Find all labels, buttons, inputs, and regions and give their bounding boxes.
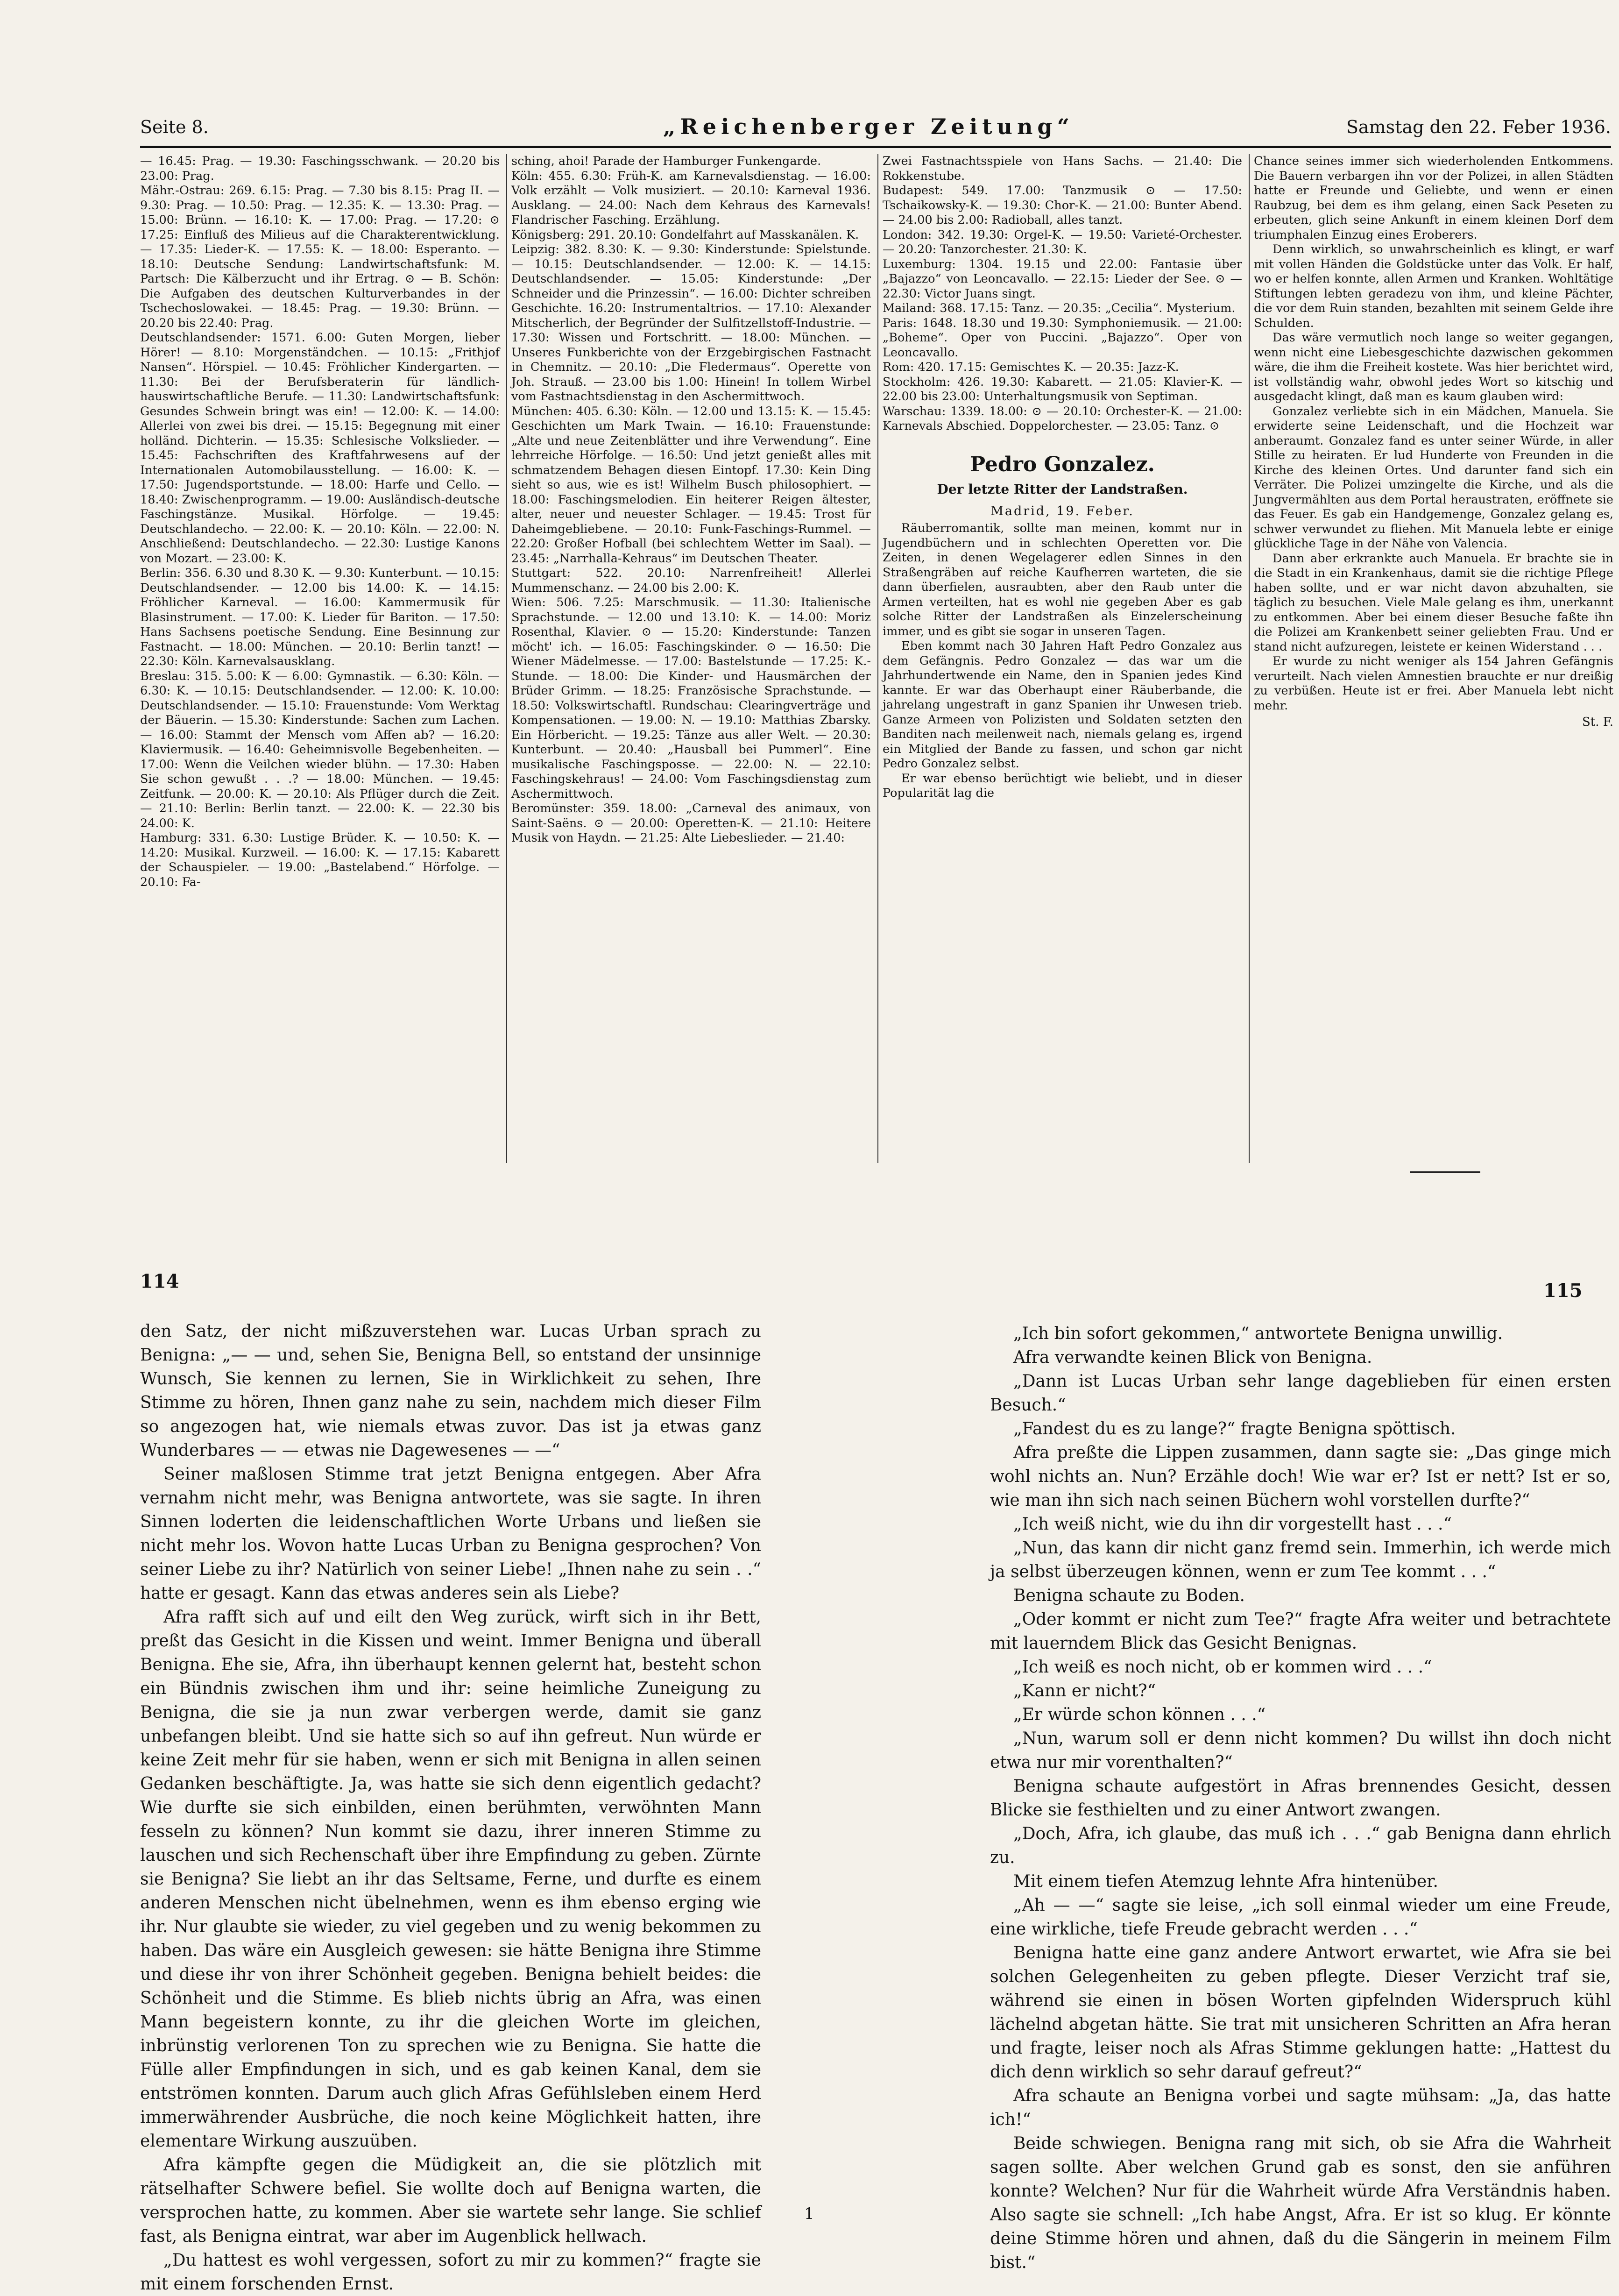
radio-listing-column-2 <box>511 154 871 1163</box>
book-page-number-left: 114 <box>140 1270 179 1292</box>
header-rule <box>140 146 1611 148</box>
novel-paragraph: Afra rafft sich auf und eilt den Weg zurück, wirft sich in ihr Bett, preßt das Gesicht in die Kissen und weint. Immer Benigna und überall Benigna. Ehe sie, Afra, ihn überhaupt kennen gelernt hat, besteht schon ein Bündnis zwischen ihm und ihr: seine heimliche Zuneigung zu Benigna, die sie ja nun zwar verbergen werde, damit sie ganz unbefangen bleibt. Und sie hatte sich so auf ihn gefreut. Nun würde er keine Zeit mehr für sie haben, wenn er sich mit Benigna in allen seinen Gedanken beschäftigte. Ja, was hatte sie sich denn eigentlich gedacht? Wie durfte sie sich einbilden, einen berühmten, verwöhnten Mann fesseln zu können? Nun kommt sie dazu, ihrer inneren Stimme zu lauschen und sich Rechenschaft über ihre Empfindung zu geben. Zürnte sie Benigna? Sie liebt an ihr das Seltsame, Ferne, und durfte es einem anderen Menschen nicht übelnehmen, wenn es ihm ebenso erging wie ihr. Nur glaubte sie wieder, zu viel gegeben und zu wenig bekommen zu haben. Das wäre ein Ausgleich gewesen: sie hätte Benigna ihre Stimme und diese ihr von ihrer Schönheit gegeben. Benigna behielt beides: die Schönheit und die Stimme. Es blieb nichts übrig an Afra, was einen Mann begeistern konnte, zu ihr die gleichen Worte im gleichen, inbrünstig verlorenen Ton zu sprechen wie zu Benigna. Sie hatte die Fülle aller Empfindungen in sich, und es gab keinen Kanal, dem sie entströmen konnten. Darum auch glich Afras Gefühlsleben einem Herd immerwährender Ausbrüche, die noch keine Möglichkeit hatten, ihre elementare Wirkung auszuüben. <box>140 1608 761 2151</box>
listing-entry: Budapest: 549. 17.00: Tanzmusik ⊙ — 17.50: Tschaikowsky-K. — 19.30: Chor-K. — 21.00: Bunter Abend. — 24.00 bis 2.00: Radioball, alles tanzt. <box>883 184 1242 227</box>
article-paragraph: Gonzalez verliebte sich in ein Mädchen, Manuela. Sie erwiderte seine Leidenschaft, und die Hochzeit war anberaumt. Gonzalez fand es unter seiner Würde, in aller Stille zu heiraten. Er lud Hunderte von Freunden in die Kirche des kleinen Ortes. Und darunter fand sich ein Verräter. Die Polizei umzingelte die Kirche, und als die Jungvermählten aus dem Portal heraustraten, eröffnete sie das Feuer. Es gab ein Handgemenge, Gonzalez gelang es, schwer verwundet zu fliehen. Mit Manuela lebte er einige glückliche Tage in der Nähe von Valencia. <box>1254 404 1613 551</box>
novel-paragraph: „Ich bin sofort gekommen,“ antwortete Benigna unwillig. <box>1013 1324 1503 1343</box>
listing-entry: Stuttgart: 522. 20.10: Narrenfreiheit! Allerlei Mummenschanz. — 24.00 bis 2.00: K. <box>511 566 871 595</box>
article-headline: Pedro Gonzalez. <box>970 452 1155 476</box>
book-page-number-right: 115 <box>1543 1280 1583 1302</box>
article-paragraph: Chance seines immer sich wiederholenden Entkommens. Die Bauern verbargen ihn vor der Polizei, in allen Städten hatte er Freunde und Geliebte, und wenn er einen Raubzug, bei dem es ihm gelang, einen Sack Peseten zu erbeuten, glich seine Ankunft in einem kleinen Dorf dem triumphalen Einzug eines Eroberers. <box>1254 154 1613 242</box>
listing-entry: Breslau: 315. 5.00: K — 6.00: Gymnastik. — 6.30: Köln. — 6.30: K. — 10.15: Deutschlandsender. — 12.00: K. 10.00: Deutschlandsender. — 15.10: Frauenstunde: Vom Werktag der Bäuerin. — 15.30: Kinderstunde: Sachen zum Lachen. — 16.00: Stammt der Mensch vom Affen ab? — 16.20: Klaviermusik. — 16.40: Geheimnisvolle Begebenheiten. — 17.00: Wenn die Veilchen wieder blühn. — 17.30: Haben Sie schon gewußt . . .? — 18.00: München. — 19.45: Zeitfunk. — 20.00: K. — 20.10: Als Pflüger durch die Zeit. — 21.10: Berlin: Berlin tanzt. — 22.00: K. — 22.30 bis 24.00: K. <box>140 669 500 830</box>
listing-entry: Stockholm: 426. 19.30: Kabarett. — 21.05: Klavier-K. — 22.00 bis 23.00: Unterhaltungsmusik von Septiman. <box>883 375 1242 404</box>
article-subheadline: Der letzte Ritter der Landstraßen. <box>937 481 1188 497</box>
article-paragraph: Das wäre vermutlich noch lange so weiter gegangen, wenn nicht eine Liebesgeschichte dazwischen gekommen wäre, die ihm die Freiheit kostete. Was hier berichtet wird, ist vollständig wahr, obwohl jedes Wort so kitschig und ausgedacht klingt, daß man es kaum glauben wird: <box>1254 331 1613 404</box>
listing-entry: Luxemburg: 1304. 19.15 und 22.00: Fantasie über „Bajazzo“ von Leoncavallo. — 22.15: Lieder der See. ⊙ — 22.30: Victor Juans singt. <box>883 257 1242 301</box>
listing-entry: München: 405. 6.30: Köln. — 12.00 und 13.15: K. — 15.45: Geschichten um Mark Twain. — 16.10: Frauenstunde: „Alte und neue Zeitenblätter und ihre Verwendung“. Eine lehrreiche Hörfolge. — 16.50: Und jetzt genießt alles mit schmatzendem Behagen diesen Eintopf. 17.30: Kein Ding sieht so aus, wie es ist! Wilhelm Busch philosophiert. — 18.00: Faschingsmelodien. Ein heiterer Reigen ältester, alter, neuer und neuester Schlager. — 19.45: Trost für Daheimgebliebene. — 20.10: Funk-Faschings-Rummel. — 22.20: Großer Hofball (bei schlechtem Wetter im Saal). — 23.45: „Narrhalla-Kehraus“ im Deutschen Theater. <box>511 404 871 566</box>
listing-entry: Paris: 1648. 18.30 und 19.30: Symphoniemusik. — 21.00: „Boheme“. Oper von Puccini. „Bajazzo“. Oper von Leoncavallo. <box>883 316 1242 360</box>
novel-paragraph: Benigna schaute zu Boden. <box>1013 1586 1245 1605</box>
novel-paragraph: „Nun, das kann dir nicht ganz fremd sein. Immerhin, ich werde mich ja selbst überzeugen können, wenn er zum Tee kommt . . .“ <box>990 1538 1611 1581</box>
radio-listing-column-1 <box>140 154 500 1163</box>
novel-paragraph: Mit einem tiefen Atemzug lehnte Afra hintenüber. <box>1013 1872 1438 1891</box>
novel-paragraph: „Oder kommt er nicht zum Tee?“ fragte Afra weiter und betrachtete mit lauerndem Blick das Gesicht Benignas. <box>990 1610 1611 1653</box>
article-continuation-column <box>1254 154 1613 1163</box>
column-divider <box>877 154 878 1163</box>
article-dateline: Madrid, 19. Feber. <box>990 503 1134 518</box>
page-header <box>140 112 1611 145</box>
novel-paragraph: „Nun, warum soll er denn nicht kommen? Du willst ihn doch nicht etwa nur mir vorenthalten?“ <box>990 1729 1611 1772</box>
novel-paragraph: „Dann ist Lucas Urban sehr lange dageblieben für einen ersten Besuch.“ <box>990 1372 1611 1415</box>
novel-paragraph: Afra preßte die Lippen zusammen, dann sagte sie: „Das ginge mich wohl nichts an. Nun? Erzähle doch! Wie war er? Ist er nett? Ist er so, wie man ihn sich nach seinen Büchern wohl vorstellen durfte?“ <box>990 1443 1611 1510</box>
novel-paragraph: „Du hattest es wohl vergessen, sofort zu mir zu kommen?“ fragte sie mit einem forschenden Ernst. <box>140 2251 761 2294</box>
novel-paragraph: Benigna schaute aufgestört in Afras brennendes Gesicht, dessen Blicke sie festhielten und zu einer Antwort zwangen. <box>990 1777 1611 1820</box>
novel-paragraph: Afra kämpfte gegen die Müdigkeit an, die sie plötzlich mit rätselhafter Schwere befiel. Sie wollte doch auf Benigna warten, die versprochen hatte, zu kommen. Aber sie wartete sehr lange. Sie schlief fast, als Benigna eintrat, war aber im Augenblick hellwach. <box>140 2155 761 2246</box>
column-divider <box>506 154 507 1163</box>
article-paragraph: Räuberromantik, sollte man meinen, kommt nur in Jugendbüchern und in schlechten Operetten vor. Die Zeiten, in denen Wegelagerer edlen Sinnes in den Straßengräben auf reiche Kaufherren warteten, die sie dann überfielen, ausraubten, aber den Raub unter die Armen verteilten, hat es wohl nie gegeben Aber es gab solche Ritter der Landstraßen als Einzelerscheinung immer, und es gibt sie sogar in unseren Tagen. <box>883 521 1242 638</box>
listing-entry: Deutschlandsender: 1571. 6.00: Guten Morgen, lieber Hörer! — 8.10: Morgenständchen. — 10.15: „Frithjof Nansen“. Hörspiel. — 10.45: Fröhlicher Kindergarten. — 11.30: Bei der Berufsberaterin für ländlich-hauswirtschaftliche Berufe. — 11.30: Landwirtschaftsfunk: Gesundes Schwein bringt was ein! — 12.00: K. — 14.00: Allerlei von zwei bis drei. — 15.15: Begegnung mit einer holländ. Dichterin. — 15.35: Schlesische Volkslieder. — 15.45: Fachschriften des Kraftfahrwesens auf der Internationalen Automobilausstellung. — 16.00: K. — 17.50: Jugendsportstunde. — 18.00: Harfe und Cello. — 18.40: Zwischenprogramm. — 19.00: Ausländisch-deutsche Faschingstänze. Musikal. Hörfolge. — 19.45: Deutschlandecho. — 22.00: K. — 20.10: Köln. — 22.00: N. Anschließend: Deutschlandecho. — 22.30: Lustige Kanons von Mozart. — 23.00: K. <box>140 331 500 566</box>
gutter-mark: 1 <box>804 2204 814 2223</box>
article-paragraph: Dann aber erkrankte auch Manuela. Er brachte sie in die Stadt in ein Krankenhaus, damit sie die richtige Pflege haben sollte, und er war nicht davon abzuhalten, sie täglich zu besuchen. Viele Male gelang es ihm, unerkannt zu entkommen. Aber bei einem dieser Besuche faßte ihn die Polizei am Krankenbett seiner geliebten Frau. Und er stand nicht aufzuregen, leistete er keinen Widerstand . . . <box>1254 551 1613 654</box>
listing-entry: Beromünster: 359. 18.00: „Carneval des animaux, von Saint-Saëns. ⊙ — 20.00: Operetten-K. — 21.10: Heitere Musik von Haydn. — 21.25: Alte Liebeslieder. — 21.40: <box>511 801 871 845</box>
listing-entry: — 16.45: Prag. — 19.30: Faschingsschwank. — 20.20 bis 23.00: Prag. <box>140 154 500 183</box>
listing-entry: sching, ahoi! Parade der Hamburger Funkengarde. <box>511 154 821 168</box>
radio-listing-and-article-column <box>883 154 1242 1163</box>
listing-entry: Wien: 506. 7.25: Marschmusik. — 11.30: Italienische Sprachstunde. — 12.00 und 13.10: K. — 14.00: Moriz Rosenthal, Klavier. ⊙ — 15.20: Kinderstunde: Tanzen möcht' ich. — 16.05: Faschingskinder. ⊙ — 16.50: Die Wiener Mädelmesse. — 17.00: Bastelstunde — 17.25: K.-Stunde. — 18.00: Die Kinder- und Hausmärchen der Brüder Grimm. — 18.25: Französische Sprachstunde. — 18.50: Volkswirtschaftl. Rundschau: Clearingverträge und Kompensationen. — 19.00: N. — 19.10: Matthias Zbarsky. Ein Hörbericht. — 19.25: Tänze aus aller Welt. — 20.30: Kunterbunt. — 20.40: „Hausball bei Pummerl“. Eine musikalische Faschingsposse. — 22.00: N. — 22.10: Faschingskehraus! — 24.00: Vom Faschingsdienstag zum Aschermittwoch. <box>511 595 871 801</box>
novel-paragraph: „Doch, Afra, ich glaube, das muß ich . . .“ gab Benigna dann ehrlich zu. <box>990 1824 1611 1867</box>
novel-paragraph: „Er würde schon können . . .“ <box>1013 1705 1266 1724</box>
book-page-right <box>990 1322 1611 2272</box>
novel-paragraph: Afra schaute an Benigna vorbei und sagte mühsam: „Ja, das hatte ich!“ <box>990 2086 1611 2129</box>
listing-entry: Rom: 420. 17.15: Gemischtes K. — 20.35: Jazz-K. <box>883 360 1179 374</box>
listing-entry: Leipzig: 382. 8.30: K. — 9.30: Kinderstunde: Spielstunde. — 10.15: Deutschlandsender. — 12.00: K. — 14.15: Deutschlandsender. — 15.05: Kinderstunde: „Der Schneider und die Prinzessin“. — 16.00: Dichter schreiben Geschichte. 16.20: Instrumentaltrios. — 17.10: Alexander Mitscherlich, der Begründer der Sulfitzellstoff-Industrie. — 17.30: Wissen und Fortschritt. — 18.00: München. — Unseres Funkberichte von der Erzgebirgischen Fastnacht in Chemnitz. — 20.10: „Die Fledermaus“. Operette von Joh. Strauß. — 23.00 bis 1.00: Hinein! In tollem Wirbel vom Fastnachtsdienstag in den Aschermittwoch. <box>511 242 871 404</box>
page-label: Seite 8. <box>140 117 209 137</box>
article-signature: St. F. <box>1582 715 1613 729</box>
listing-entry: Königsberg: 291. 20.10: Gondelfahrt auf Masskanälen. K. <box>511 227 859 242</box>
novel-paragraph: „Fandest du es zu lange?“ fragte Benigna spöttisch. <box>1013 1419 1456 1439</box>
listing-entry: Köln: 455. 6.30: Früh-K. am Karnevalsdienstag. — 16.00: Volk erzählt — Volk musiziert. — 20.10: Karneval 1936. Ausklang. — 24.00: Nach dem Kehraus des Karnevals! Flandrischer Fasching. Erzählung. <box>511 169 871 227</box>
article-paragraph: Er wurde zu nicht weniger als 154 Jahren Gefängnis verurteilt. Nach vielen Amnestien brauchte er nur dreißig zu verbüßen. Heute ist er frei. Aber Manuela lebt nicht mehr. <box>1254 654 1613 713</box>
novel-paragraph: „Ich weiß nicht, wie du ihn dir vorgestellt hast . . .“ <box>1013 1515 1452 1534</box>
novel-paragraph: Afra verwandte keinen Blick von Benigna. <box>1013 1348 1372 1367</box>
listing-entry: Warschau: 1339. 18.00: ⊙ — 20.10: Orchester-K. — 21.00: Karnevals Abschied. Doppelorchester. — 23.05: Tanz. ⊙ <box>883 404 1242 433</box>
novel-paragraph: Seiner maßlosen Stimme trat jetzt Benigna entgegen. Aber Afra vernahm nicht mehr, was Benigna antwortete, was sie sagte. In ihren Sinnen loderten die leidenschaftlichen Worte Urbans und ließen sie nicht mehr los. Wovon hatte Lucas Urban zu Benigna gesprochen? Von seiner Liebe zu ihr? Natürlich von seiner Liebe! „Ihnen nahe zu sein . .“ hatte er gesagt. Kann das etwas anderes sein als Liebe? <box>140 1465 761 1603</box>
listing-entry: Mähr.-Ostrau: 269. 6.15: Prag. — 7.30 bis 8.15: Prag II. — 9.30: Prag. — 10.50: Prag. — 12.35: K. — 13.30: Prag. — 15.00: Brünn. — 16.10: K. — 17.00: Prag. — 17.20: ⊙ 17.25: Einfluß des Milieus auf die Charakterentwicklung. — 17.35: Lieder-K. — 17.55: K. — 18.00: Esperanto. — 18.10: Deutsche Sendung: Landwirtschaftsfunk: M. Partsch: Die Kälberzucht und ihr Ertrag. ⊙ — B. Schön: Die Aufgaben des deutschen Kulturverbandes in der Tschechoslowakei. — 18.45: Prag. — 19.30: Brünn. — 20.20 bis 22.40: Prag. <box>140 184 500 330</box>
novel-paragraph: Benigna hatte eine ganz andere Antwort erwartet, wie Afra sie bei solchen Gelegenheiten zu geben pflegte. Dieser Verzicht traf sie, während sie einen in bösen Worten gipfelnden Widerspruch kühl lächelnd abgetan hätte. Sie trat mit unsicheren Schritten an Afra heran und fragte, leiser noch als Afras Stimme geklungen hatte: „Hattest du dich denn wirklich so sehr darauf gefreut?“ <box>990 1943 1611 2082</box>
novel-paragraph: „Ich weiß es noch nicht, ob er kommen wird . . .“ <box>1013 1658 1432 1677</box>
newspaper-title: „Reichenberger Zeitung“ <box>663 114 1075 139</box>
newspaper-section <box>140 154 1611 1163</box>
column-divider <box>1249 154 1250 1163</box>
listing-entry: Berlin: 356. 6.30 und 8.30 K. — 9.30: Kunterbunt. — 10.15: Deutschlandsender. — 12.00 bis 14.00: K. — 14.15: Fröhlicher Karneval. — 16.00: Kammermusik für Blasinstrument. — 17.00: K. Lieder für Bariton. — 17.50: Hans Sachsens poetische Sendung. Eine Besinnung zur Fastnacht. — 18.00: München. — 20.10: Berlin tanzt! — 22.30: Köln. Karnevalsausklang. <box>140 566 500 668</box>
novel-paragraph: „Kann er nicht?“ <box>1013 1681 1156 1701</box>
novel-paragraph: den Satz, der nicht mißzuverstehen war. Lucas Urban sprach zu Benigna: „— — und, sehen Sie, Benigna Bell, so entstand der unsinnige Wunsch, Sie kennen zu lernen, Sie in Wirklichkeit zu sehen, Ihre Stimme zu hören, Ihnen ganz nahe zu sein, nachdem mich dieser Film so angezogen hat, wie niemals etwas zuvor. Das ist ja etwas ganz Wunderbares — — etwas nie Dagewesenes — —“ <box>140 1322 761 1460</box>
article-paragraph: Denn wirklich, so unwahrscheinlich es klingt, er warf mit vollen Händen die Goldstücke unter das Volk. Er half, wo er helfen konnte, allen Armen und Kranken. Wohltätige Stiftungen lebten geradezu von ihm, und kleine Pächter, die vor dem Ruin standen, bezahlten mit seinem Gelde ihre Schulden. <box>1254 242 1613 330</box>
book-page-left <box>140 1319 761 2294</box>
article-paragraph: Er war ebenso berüchtigt wie beliebt, und in dieser Popularität lag die <box>883 771 1242 800</box>
listing-entry: London: 342. 19.30: Orgel-K. — 19.50: Varieté-Orchester. — 20.20: Tanzorchester. 21.30: K. <box>883 227 1242 256</box>
listing-entry: Hamburg: 331. 6.30: Lustige Brüder. K. — 10.50: K. — 14.20: Musikal. Kurzweil. — 16.00: K. — 17.15: Kabarett der Schauspieler. — 19.00: „Bastelabend.“ Hörfolge. — 20.10: Fa- <box>140 831 500 889</box>
article-end-rule <box>1410 1171 1480 1173</box>
novel-paragraph: „Ah — —“ sagte sie leise, „ich soll einmal wieder um eine Freude, eine wirkliche, tiefe Freude gebracht werden . . .“ <box>990 1896 1611 1939</box>
article-paragraph: Eben kommt nach 30 Jahren Haft Pedro Gonzalez aus dem Gefängnis. Pedro Gonzalez — das war um die Jahrhundertwende ein Name, den in Spanien jedes Kind kannte. Er war das Oberhaupt einer Räuberbande, die jahrelang ungestraft in ganz Spanien ihr Unwesen trieb. Ganze Armeen von Polizisten und Soldaten setzten den Banditen nach meilenweit nach, niemals gelang es, irgend ein Mitglied der Bande zu fassen, und schon gar nicht Pedro Gonzalez selbst. <box>883 639 1242 771</box>
listing-entry: Mailand: 368. 17.15: Tanz. — 20.35: „Cecilia“. Mysterium. <box>883 301 1236 315</box>
issue-date: Samstag den 22. Feber 1936. <box>1346 117 1611 137</box>
novel-paragraph: Beide schwiegen. Benigna rang mit sich, ob sie Afra die Wahrheit sagen sollte. Aber welchen Grund gab es sonst, den sie anführen konnte? Welchen? Nur für die Wahrheit würde Afra Verständnis haben. Also sagte sie schnell: „Ich habe Angst, Afra. Er ist so klug. Er könnte deine Stimme hören und ahnen, daß du die Sängerin in meinem Film bist.“ <box>990 2134 1611 2272</box>
listing-entry: Zwei Fastnachtsspiele von Hans Sachs. — 21.40: Die Rokkenstube. <box>883 154 1242 183</box>
